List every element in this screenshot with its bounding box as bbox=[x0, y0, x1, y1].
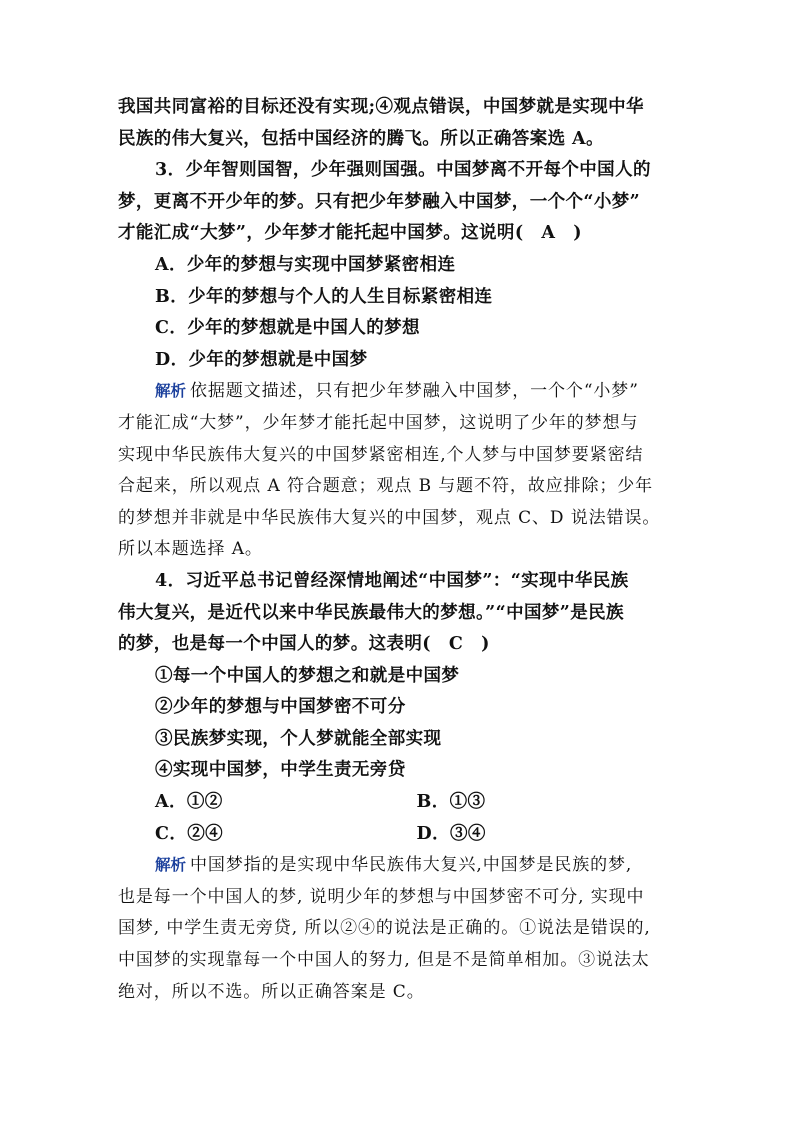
question-stem: 伟大复兴，是近代以来中华民族最伟大的梦想。”“中国梦”是民族 bbox=[118, 602, 624, 623]
analysis-line: 所以本题选择 A。 bbox=[118, 539, 263, 560]
analysis-line bbox=[118, 850, 678, 882]
answer-option: D．少年的梦想就是中国梦 bbox=[155, 349, 368, 370]
analysis-line: 中国梦的实现靠每一个中国人的努力, 但是不是简单相加。③说法太 bbox=[118, 950, 650, 971]
text-line: 民族的伟大复兴，包括中国经济的腾飞。所以正确答案选 A。 bbox=[118, 128, 604, 149]
question-stem: 3．少年智则国智，少年强则国强。中国梦离不开每个中国人的 bbox=[155, 160, 651, 181]
option-row bbox=[118, 819, 678, 851]
answer-option: D．③④ bbox=[416, 823, 486, 844]
analysis-line: 也是每一个中国人的梦, 说明少年的梦想与中国梦密不可分, 实现中 bbox=[118, 886, 645, 907]
analysis-line: 实现中华民族伟大复兴的中国梦紧密相连,个人梦与中国梦要紧密结 bbox=[118, 444, 644, 465]
analysis-line: 国梦, 中学生责无旁贷, 所以②④的说法是正确的。①说法是错误的, bbox=[118, 918, 651, 939]
question-stem: 才能汇成“大梦”，少年梦才能托起中国梦。这说明( A ) bbox=[118, 223, 582, 244]
answer-option: A．①② bbox=[155, 792, 223, 813]
analysis-line: 合起来，所以观点 A 符合题意；观点 B 与题不符，故应排除；少年 bbox=[118, 476, 654, 497]
analysis-line bbox=[118, 376, 678, 408]
answer-option: C．②④ bbox=[155, 823, 224, 844]
analysis-line: 的梦想并非就是中华民族伟大复兴的中国梦，观点 C、D 说法错误。 bbox=[118, 507, 661, 528]
analysis-line: 才能汇成“大梦”，少年梦才能托起中国梦，这说明了少年的梦想与 bbox=[118, 412, 639, 433]
option-row bbox=[118, 787, 678, 819]
analysis-line: 绝对，所以不选。所以正确答案是 C。 bbox=[118, 981, 425, 1002]
statement-item: ②少年的梦想与中国梦密不可分 bbox=[155, 697, 406, 718]
answer-option: C．少年的梦想就是中国人的梦想 bbox=[155, 318, 420, 339]
statement-item: ①每一个中国人的梦想之和就是中国梦 bbox=[155, 665, 460, 686]
statement-item: ④实现中国梦，中学生责无旁贷 bbox=[155, 760, 406, 781]
analysis-label: 解析 bbox=[155, 382, 187, 401]
question-stem: 的梦，也是每一个中国人的梦。这表明( C ) bbox=[118, 634, 490, 655]
answer-option: A．少年的梦想与实现中国梦紧密相连 bbox=[155, 254, 456, 275]
question-stem: 梦，更离不开少年的梦。只有把少年梦融入中国梦，一个个“小梦” bbox=[118, 191, 641, 212]
document-page bbox=[118, 92, 678, 1008]
text-line: 我国共同富裕的目标还没有实现;④观点错误，中国梦就是实现中华 bbox=[118, 97, 644, 117]
statement-item: ③民族梦实现，个人梦就能全部实现 bbox=[155, 728, 442, 749]
analysis-text: 中国梦指的是实现中华民族伟大复兴,中国梦是民族的梦, bbox=[190, 855, 633, 876]
analysis-label: 解析 bbox=[155, 856, 187, 875]
analysis-text: 依据题文描述，只有把少年梦融入中国梦，一个个“小梦” bbox=[190, 381, 639, 402]
question-stem: 4．习近平总书记曾经深情地阐述“中国梦”：“实现中华民族 bbox=[155, 570, 629, 591]
answer-option: B．少年的梦想与个人的人生目标紧密相连 bbox=[155, 286, 493, 307]
answer-option: B．①③ bbox=[416, 792, 486, 813]
